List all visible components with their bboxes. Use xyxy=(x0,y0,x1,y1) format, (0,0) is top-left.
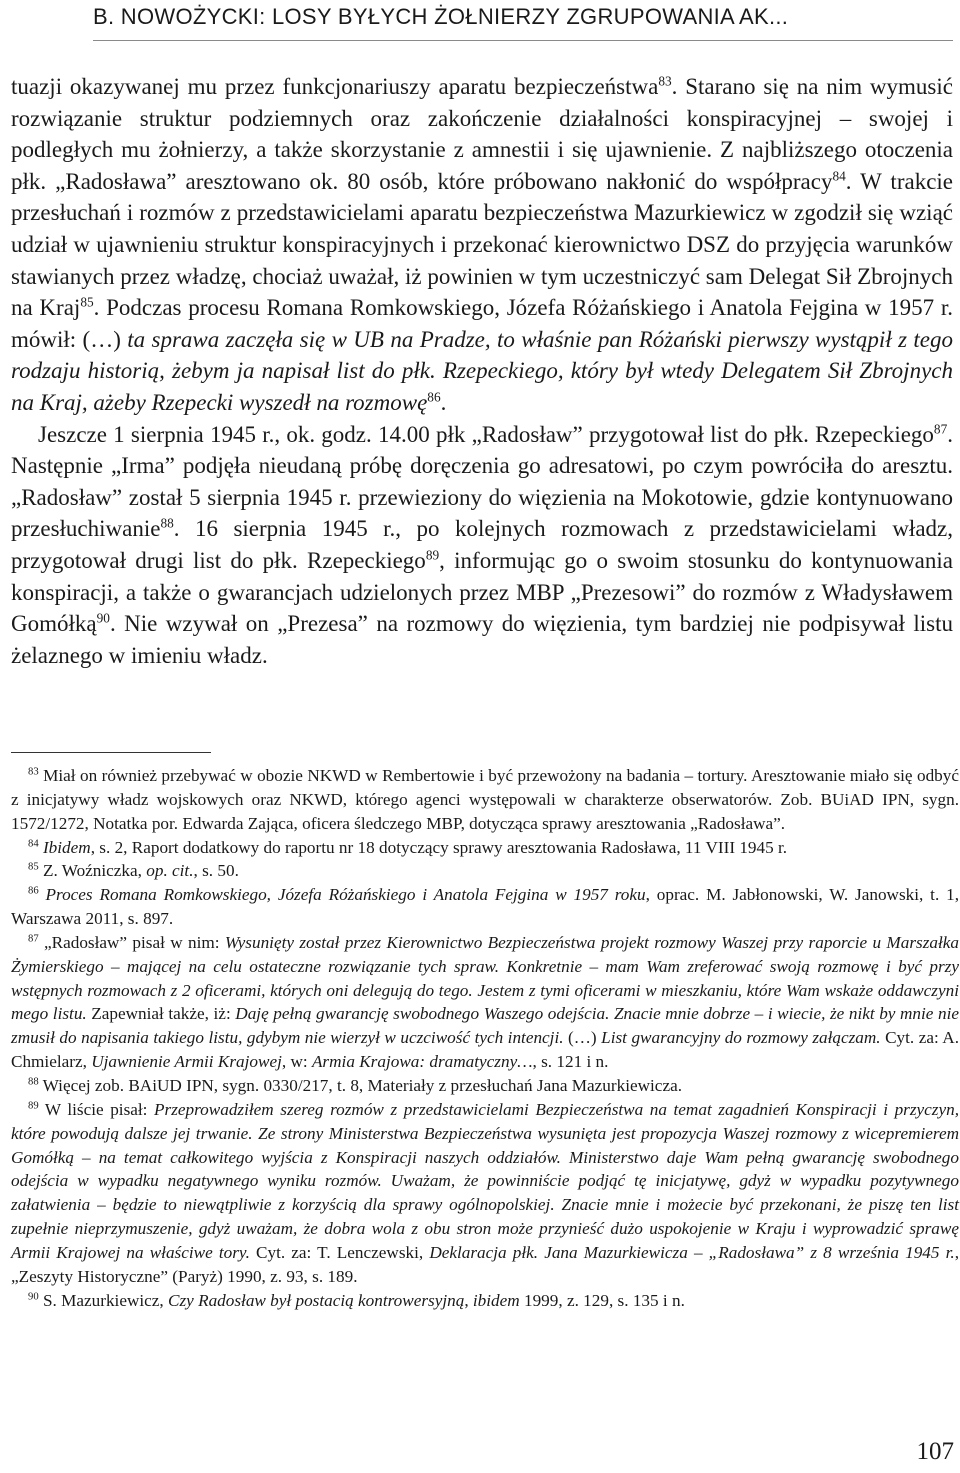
paragraph-1 xyxy=(11,71,953,419)
footnote-ref-87[interactable]: 87 xyxy=(933,420,948,436)
footnotes xyxy=(11,764,959,1312)
text-run: . W trakcie przesłuchań i rozmów z przedstawicielami aparatu bezpieczeństwa Mazurkiewicz w zgodził się wziąć udział w ujawnieniu struktur konspiracyjnych i przekonać kierownictwo DSZ do przyjęcia warunków stawianych przez władzę, chociaż uważał, iż powinien w tym uczestniczyć sam Delegat Sił Zbrojnych na Kraj xyxy=(11,168,953,321)
footnote-text: , xyxy=(464,1290,473,1310)
footnote-text: , s. 50. xyxy=(193,861,239,881)
footnote-text: , w: xyxy=(281,1052,312,1072)
text-run: , informując go o swoim stosunku do kontynuowania konspiracji, a także o gwarancjach udzielonych przez MBP „Prezesowi” do rozmów z Władysławem Gomółką xyxy=(11,547,953,637)
footnote-ref-83[interactable]: 83 xyxy=(658,73,672,89)
text-run: Jeszcze 1 sierpnia 1945 r., ok. godz. 14.00 płk „Radosław” przygotował list do płk. Rzepeckiego xyxy=(38,421,934,447)
footnote-text: , s. 121 i n. xyxy=(532,1052,609,1072)
footnote-italic: Daję pełną gwarancję swobodnego Waszego odejścia. Znacie mnie dobrze – i wiecie, że nikt by mnie nie zmusił do napisania takiego listu, gdybym nie wierzył w uczciwość tych intencji. xyxy=(11,1004,959,1048)
footnote-text: Miał on również przebywać w obozie NKWD w Rembertowie i być przewożony na badania – tortury. Aresztowanie miało się odbyć z inicjatywy władz wojskowych oraz NKWD, którego agenci występowali w charakterze obserwatorów. Zob. BUiAD IPN, sygn. 1572/1272, Notatka por. Edwarda Zająca, oficera śledczego MBP, dotycząca sprawy aresztowania „Radosława”. xyxy=(11,766,959,833)
footnote-number: 90 xyxy=(28,1290,39,1302)
footnote-number: 86 xyxy=(28,885,39,897)
footnote-ref-85[interactable]: 85 xyxy=(80,294,94,310)
footnote-88 xyxy=(11,1074,959,1098)
footnote-text: , „Zeszyty Historyczne” (Paryż) 1990, z. 93, s. 189. xyxy=(11,1242,960,1286)
footnote-number: 83 xyxy=(28,766,39,778)
running-header xyxy=(93,4,953,41)
footnote-83 xyxy=(11,764,959,836)
footnote-ref-84[interactable]: 84 xyxy=(832,168,846,184)
footnote-italic: List gwarancyjny do rozmowy załączam. xyxy=(601,1028,881,1048)
footnote-number: 88 xyxy=(28,1076,39,1088)
footnote-italic: Ibidem xyxy=(42,837,91,857)
footnote-number: 89 xyxy=(28,1100,39,1112)
footnote-text: „Radosław” pisał w nim: xyxy=(38,932,225,952)
footnote-ref-90[interactable]: 90 xyxy=(96,610,110,626)
footnote-text: Z. Woźniczka, xyxy=(38,861,147,881)
footnote-text: Cyt. za: A. Chmielarz, xyxy=(11,1028,959,1072)
footnote-85 xyxy=(11,859,959,883)
footnote-italic: Armia Krajowa: dramatyczny… xyxy=(311,1052,533,1072)
footnote-italic: Ujawnienie Armii Krajowej xyxy=(91,1052,282,1072)
footnote-number: 85 xyxy=(28,861,39,873)
footnote-italic: Wysunięty został przez Kierownictwo Bezpieczeństwa projekt rozmowy Waszej przy raporcie u Marszałka Żymierskiego – mającej na celu ostateczne rozwiązanie tych spraw. Konkretnie – mam Wam zreferować swoją rozmowę i być przy wstępnych rozmowach z 2 oficerami, których oni delegują do tego. Jestem z tymi oficerami w mieszkaniu, które Wam wskaże oddawczyni mego listu. xyxy=(11,932,959,1024)
text-run: tuazji okazywanej mu przez funkcjonariuszy aparatu bezpieczeństwa xyxy=(11,74,659,99)
footnote-ref-88[interactable]: 88 xyxy=(160,515,174,531)
footnote-italic: Proces Romana Romkowskiego, Józefa Różańskiego i Anatola Fejgina w 1957 roku xyxy=(45,885,646,905)
footnote-number: 87 xyxy=(28,933,39,945)
footnote-text: S. Mazurkiewicz, xyxy=(38,1290,168,1310)
main-text xyxy=(11,71,953,671)
footnote-89 xyxy=(11,1098,959,1289)
footnote-italic: op. cit. xyxy=(146,861,194,881)
footnote-84 xyxy=(11,836,959,860)
footnote-ref-86[interactable]: 86 xyxy=(427,389,441,405)
footnote-86 xyxy=(11,883,959,931)
text-run: . xyxy=(440,389,447,415)
text-run: . Starano się na nim wymusić rozwiązanie struktur podziemnych oraz zakończenie działalności konspiracyjnej – swojej i podległych mu żołnierzy, a także skorzystanie z amnestii i się ujawnienie. Z najbliższego otoczenia płk. „Radosława” aresztowano ok. 80 osób, które próbowano nakłonić do współpracy xyxy=(11,74,953,194)
text-run: . Podczas procesu Romana Romkowskiego, Józefa Różańskiego i Anatola Fejgina w 1957 r. mówił: (…) xyxy=(11,295,953,352)
footnote-text: , oprac. M. Jabłonowski, W. Janowski, t. 1, Warszawa 2011, s. 897. xyxy=(11,885,959,929)
footnote-italic: Przeprowadziłem szereg rozmów z przedstawicielami Bezpieczeństwa na temat zagadnień Konspiracji i przyczyn, które powodują dalsze jej trwanie. Ze strony Ministerstwa Bezpieczeństwa wysunięta jest propozycja Waszej rozmowy z wicepremierem Gomółką – na temat całkowitego wyjścia z Konspiracji naszych oddziałów. Ministerstwo daje Wam pełną gwarancję swobodnego odejścia w wypadku negatywnego wyniku rozmów. Uważam, że powinniście podjąć tę inicjatywę, gdyż w wypadku pozytywnego załatwienia – będzie to niewątpliwie z korzyścią dla sprawy ogólnopolskiej. Znacie mnie i możecie być przekonani, że piszę ten list zupełnie nieprzymuszenie, gdyż uważam, że dobra wola z obu stron może przynieść dużo uspokojenie w Kraju i wyprowadzić sprawę Armii Krajowej na właściwe tory. xyxy=(11,1099,960,1262)
footnote-separator xyxy=(11,752,211,753)
footnote-number: 84 xyxy=(28,837,39,849)
footnote-90 xyxy=(11,1289,959,1313)
footnote-ref-89[interactable]: 89 xyxy=(425,547,440,563)
quote-italic: ta sprawa zaczęła się w UB na Pradze, to właśnie pan Różański pierwszy wystąpił z tego rodzaju historią, żebym ja napisał list do płk. Rzepeckiego, który był wtedy Delegatem Sił Zbrojnych na Kraj, ażeby Rzepecki wyszedł na rozmowę xyxy=(11,326,953,415)
page-number: 107 xyxy=(916,1438,954,1465)
footnote-text: 1999, z. 129, s. 135 i n. xyxy=(519,1290,685,1310)
footnote-italic: Deklaracja płk. Jana Mazurkiewicza – „Radosława” z 8 września 1945 r. xyxy=(429,1242,955,1262)
text-run: . 16 sierpnia 1945 r., po kolejnych rozmowach z przedstawicielami władz, przygotował drugi list do płk. Rzepeckiego xyxy=(11,516,953,573)
footnote-text: Więcej zob. BAiUD IPN, sygn. 0330/217, t. 8, Materiały z przesłuchań Jana Mazurkiewicza. xyxy=(38,1075,682,1095)
text-run: . Nie wzywał on „Prezesa” na rozmowy do więzienia, tym bardziej nie podpisywał listu żelaznego w imieniu władz. xyxy=(11,611,953,668)
footnote-italic: ibidem xyxy=(472,1290,520,1310)
footnote-text: , s. 2, Raport dodatkowy do raportu nr 18 dotyczący sprawy aresztowania Radosława, 11 VIII 1945 r. xyxy=(90,837,788,857)
footnote-87 xyxy=(11,931,959,1074)
footnote-text: (…) xyxy=(563,1028,602,1048)
paragraph-2 xyxy=(11,419,953,672)
footnote-text: Zapewniał także, iż: xyxy=(86,1004,236,1024)
footnote-text: Cyt. za: T. Lenczewski, xyxy=(249,1242,430,1262)
text-run: . Następnie „Irma” podjęła nieudaną próbę doręczenia go adresatowi, po czym powróciła do aresztu. „Radosław” został 5 sierpnia 1945 r. przewieziony do więzienia na Mokotowie, gdzie kontynuowano przesłuchiwanie xyxy=(11,421,953,542)
footnote-italic: Czy Radosław był postacią kontrowersyjną xyxy=(168,1290,465,1310)
running-title: B. NOWOŻYCKI: LOSY BYŁYCH ŻOŁNIERZY ZGRUPOWANIA AK... xyxy=(93,4,789,29)
footnote-text: W liście pisał: xyxy=(38,1099,155,1119)
